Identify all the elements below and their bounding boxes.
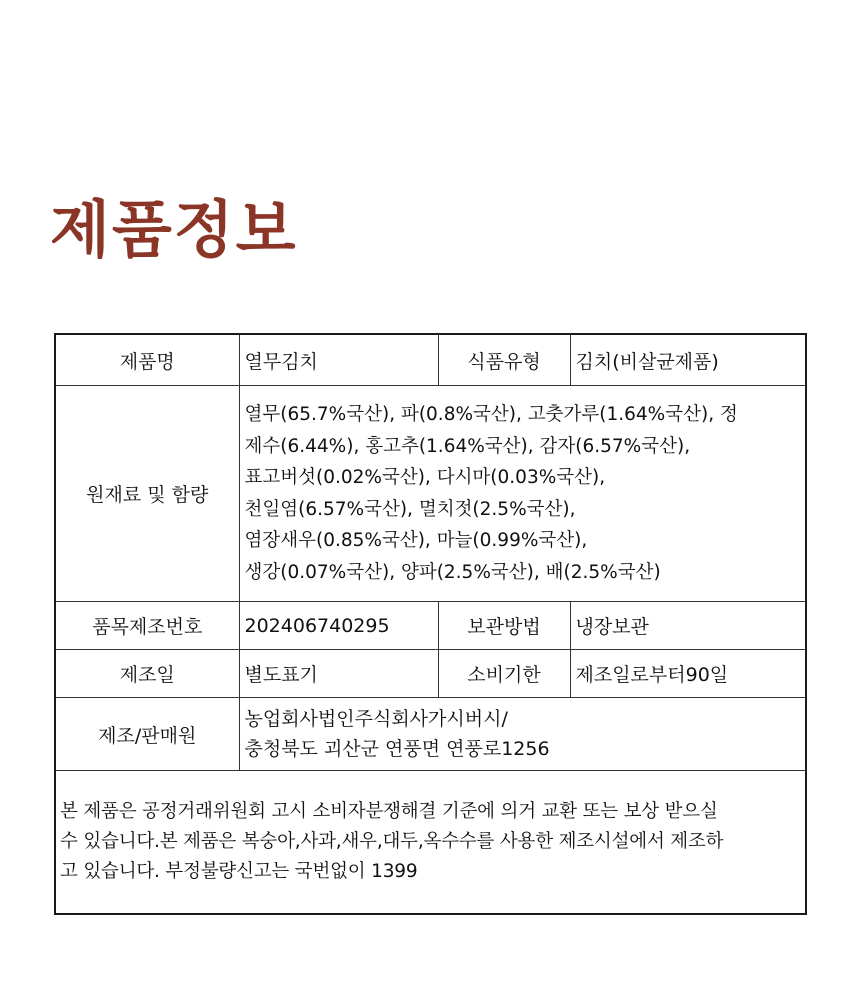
storage-value: 냉장보관 — [570, 602, 806, 650]
notice-line: 수 있습니다.본 제품은 복숭아,사과,새우,대두,옥수수를 사용한 제조시설에서 제조하 — [60, 831, 724, 852]
product-name-label: 제품명 — [55, 334, 239, 386]
manufacture-date-value: 별도표기 — [239, 650, 438, 698]
manufacturer-address: 충청북도 괴산군 연풍면 연풍로1256 — [244, 738, 550, 760]
ingredients-value — [239, 386, 806, 602]
expiry-label: 소비기한 — [438, 650, 570, 698]
manufacturer-name: 농업회사법인주식회사가시버시/ — [244, 708, 508, 730]
page-title: 제품정보 — [50, 193, 298, 266]
product-name-value: 열무김치 — [239, 334, 438, 386]
ingredients-line: 생강(0.07%국산), 양파(2.5%국산), 배(2.5%국산) — [244, 561, 661, 583]
ingredients-line: 열무(65.7%국산), 파(0.8%국산), 고춧가루(1.64%국산), 정 — [244, 404, 738, 425]
storage-label: 보관방법 — [438, 602, 570, 650]
food-type-value: 김치(비살균제품) — [570, 334, 806, 386]
notice-line: 본 제품은 공정거래위원회 고시 소비자분쟁해결 기준에 의거 교환 또는 보상 받으실 — [60, 801, 718, 822]
table-row-manufacturer — [55, 698, 806, 771]
ingredients-label: 원재료 및 함량 — [55, 386, 239, 602]
table-row-notice — [55, 771, 806, 915]
table-row-product-name — [55, 334, 806, 386]
expiry-value: 제조일로부터90일 — [570, 650, 806, 698]
table-row-item-report — [55, 602, 806, 650]
manufacturer-value — [239, 698, 806, 771]
item-report-number-label: 품목제조번호 — [55, 602, 239, 650]
manufacture-date-label: 제조일 — [55, 650, 239, 698]
ingredients-line: 제수(6.44%), 홍고추(1.64%국산), 감자(6.57%국산), — [244, 435, 691, 457]
notice-text — [55, 771, 806, 915]
ingredients-line: 표고버섯(0.02%국산), 다시마(0.03%국산), — [244, 467, 606, 488]
manufacturer-label: 제조/판매원 — [55, 698, 239, 771]
table-row-dates — [55, 650, 806, 698]
item-report-number-value: 202406740295 — [239, 602, 438, 650]
ingredients-line: 천일염(6.57%국산), 멸치젓(2.5%국산), — [244, 498, 576, 520]
product-info-table — [54, 333, 807, 915]
ingredients-line: 염장새우(0.85%국산), 마늘(0.99%국산), — [244, 530, 588, 551]
food-type-label: 식품유형 — [438, 334, 570, 386]
notice-line: 고 있습니다. 부정불량신고는 국번없이 1399 — [60, 861, 418, 882]
table-row-ingredients — [55, 386, 806, 602]
